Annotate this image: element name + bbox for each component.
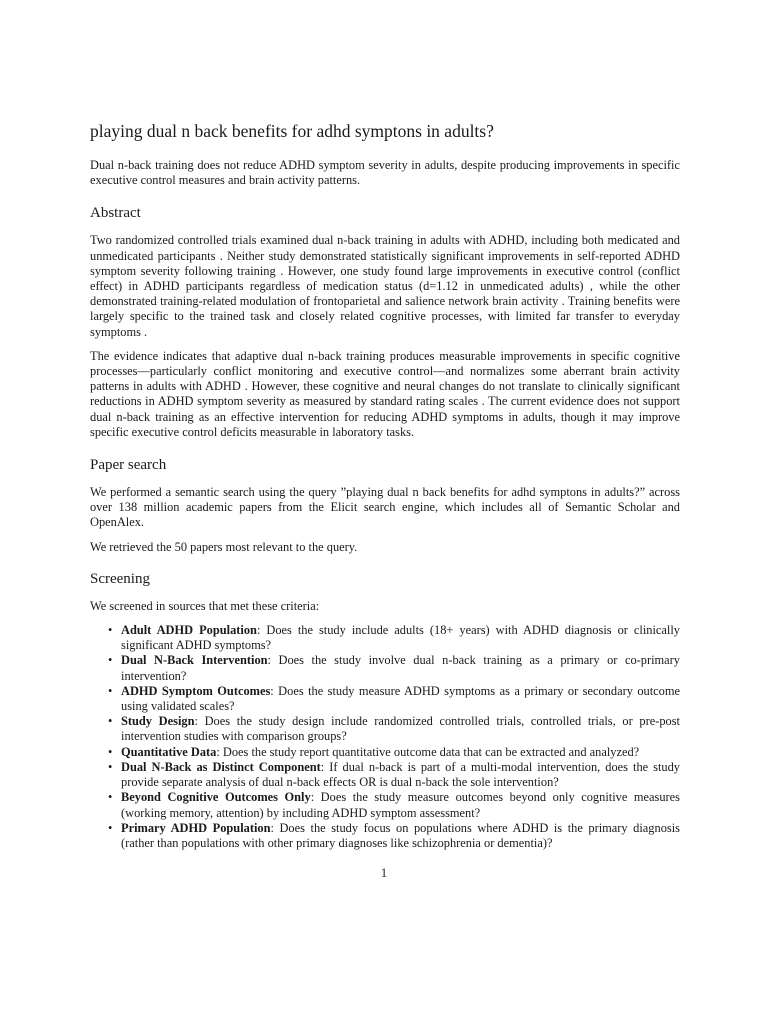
criterion-item (104, 623, 680, 653)
criterion-text: : Does the study involve dual n-back training as a primary or co-primary intervention? (121, 653, 680, 683)
criterion-text: : Does the study measure outcomes beyond only cognitive measures (working memory, attention) by including ADHD symptom assessment? (121, 790, 680, 820)
bullet-icon: • (108, 790, 113, 805)
criterion-label: Quantitative Data (121, 744, 217, 759)
criterion-text: : If dual n-back is part of a multi-modal intervention, does the study provide separate analysis of dual n-back effects OR is dual n-back the sole intervention? (121, 759, 681, 790)
criterion-text: : Does the study measure ADHD symptoms as a primary or secondary outcome using validated scales? (121, 683, 680, 714)
criterion-label: Beyond Cognitive Outcomes Only (121, 790, 311, 805)
bullet-icon: • (108, 744, 113, 759)
criterion-label: Primary ADHD Population (121, 820, 271, 835)
bullet-icon: • (108, 820, 113, 835)
paper-search-paragraph-2: We retrieved the 50 papers most relevant to the query. (90, 539, 358, 554)
criterion-text: : Does the study focus on populations where ADHD is the primary diagnosis (rather than populations with other primary diagnoses like schizophrenia or dementia)? (121, 820, 680, 850)
paper-search-paragraph-1: We performed a semantic search using the query ”playing dual n back benefits for adhd symptons in adults?” across over 138 million academic papers from the Elicit search engine, which includes all of Semantic Scholar and OpenAlex. (90, 485, 680, 530)
criterion-text: : Does the study include adults (18+ years) with ADHD diagnosis or clinically significant ADHD symptoms? (121, 623, 680, 653)
bullet-icon: • (108, 714, 113, 729)
criterion-text: : Does the study design include randomized controlled trials, controlled trials, or pre-post intervention studies with comparison groups? (121, 714, 680, 744)
criterion-item (104, 821, 680, 851)
screening-heading: Screening (90, 570, 150, 587)
criterion-item (104, 790, 680, 820)
screening-intro: We screened in sources that met these criteria: (90, 598, 320, 613)
bullet-icon: • (108, 653, 113, 668)
paper-title: playing dual n back benefits for adhd symptons in adults? (90, 121, 494, 141)
bullet-icon: • (108, 683, 113, 698)
criterion-item (104, 684, 680, 714)
criterion-item (104, 653, 680, 683)
criterion-label: Dual N-Back as Distinct Component (121, 759, 321, 774)
abstract-paragraph-2: The evidence indicates that adaptive dual n-back training produces measurable improvements in specific cognitive processes—particularly conflict monitoring and executive control—and normalizes some aberrant brain activity patterns in adults with ADHD . However, these cognitive and neural changes do not translate to clinically significant reductions in ADHD symptom severity as measured by standard rating scales . The current evidence does not support dual n-back training as an effective intervention for reducing ADHD symptoms in adults, though it may improve specific executive control deficits measurable in laboratory tasks. (90, 348, 680, 439)
abstract-paragraph-1: Two randomized controlled trials examined dual n-back training in adults with ADHD, including both medicated and unmedicated participants . Neither study demonstrated statistically significant improvements in self-reported ADHD symptom severity following training . However, one study found large improvements in executive control (conflict effect) in ADHD participants regardless of medication status (d=1.12 in unmedicated adults) , while the other demonstrated training-related modulation of frontoparietal and salience network brain activity . Training benefits were largely specific to the trained task and closely related cognitive processes, with limited far transfer to everyday symptoms . (90, 233, 680, 339)
bullet-icon: • (108, 623, 113, 638)
criterion-label: Dual N-Back Intervention (121, 653, 268, 668)
summary-paragraph: Dual n-back training does not reduce ADHD symptom severity in adults, despite producing improvements in specific executive control measures and brain activity patterns. (90, 158, 680, 188)
criterion-item (104, 745, 680, 760)
bullet-icon: • (108, 759, 113, 774)
screening-criteria-list (90, 623, 680, 851)
abstract-heading: Abstract (90, 205, 141, 222)
paper-search-heading: Paper search (90, 457, 167, 474)
criterion-text: : Does the study report quantitative outcome data that can be extracted and analyzed? (216, 744, 640, 759)
criterion-item (104, 714, 680, 744)
criterion-item (104, 760, 680, 790)
criterion-label: ADHD Symptom Outcomes (121, 683, 271, 698)
criterion-label: Study Design (121, 714, 195, 729)
criterion-label: Adult ADHD Population (121, 623, 257, 638)
page-number: 1 (380, 866, 388, 880)
